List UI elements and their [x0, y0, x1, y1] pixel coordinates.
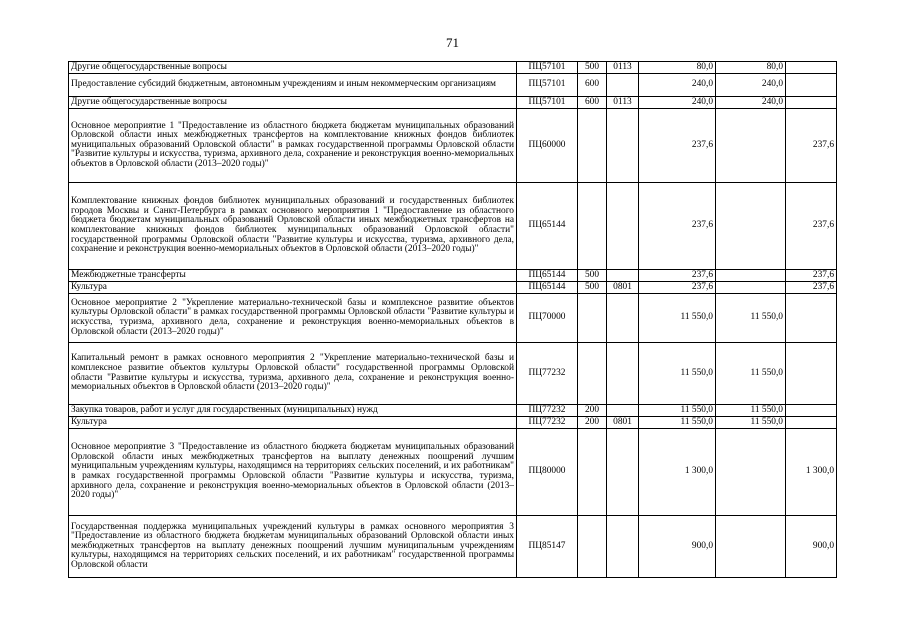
amount-column-2: 240,0: [716, 74, 786, 97]
expense-type: [578, 516, 607, 578]
section-code: [607, 516, 639, 578]
table-row: [69, 405, 837, 417]
row-name: Государственная поддержка муниципальных учреждений культуры в рамках основного мероприятия 3 "Предоставление из областного бюджета бюджетам муниципальных образований Орловской области иных межбюджетных трансфертов на выплату денежных поощрений лучшим муниципальным учреждениям культуры, находящимся на территориях сельских поселений, и их работникам" государственной программы Орловской области: [69, 516, 517, 578]
section-code: [607, 74, 639, 97]
amount: 237,6: [639, 183, 716, 270]
section-code: [607, 270, 639, 282]
row-name: Комплектование книжных фондов библиотек муниципальных образований и государственных библиотек городов Москвы и Санкт-Петербурга в рамках основного мероприятия 1 "Предоставление из областного бюджета бюджетам муниципальных образований Орловской области иных межбюджетных трансфертов на комплектование книжных фондов библиотек муниципальных образований Орловской области" государственной программы Орловской области "Развитие культуры и искусства, туризма, архивного дела, сохранение и реконструкция военно-мемориальных объектов в Орловской области (2013–2020 годы)": [69, 183, 517, 270]
row-name: Культура: [69, 417, 517, 429]
expense-type: [578, 429, 607, 516]
expense-type: 500: [578, 62, 607, 74]
section-code: [607, 343, 639, 405]
amount-column-2: [716, 429, 786, 516]
expense-type: [578, 109, 607, 183]
amount-column-3: 237,6: [786, 282, 837, 294]
amount-column-2: [716, 282, 786, 294]
page-number: 71: [446, 35, 459, 50]
amount-column-3: [786, 343, 837, 405]
expense-type: [578, 343, 607, 405]
table-row: [69, 294, 837, 343]
amount: 240,0: [639, 74, 716, 97]
amount: 1 300,0: [639, 429, 716, 516]
amount-column-2: 240,0: [716, 97, 786, 109]
table-row: [69, 74, 837, 97]
amount-column-2: [716, 109, 786, 183]
amount: 80,0: [639, 62, 716, 74]
amount-column-3: 237,6: [786, 270, 837, 282]
table-row: [69, 516, 837, 578]
budget-table: [68, 61, 837, 578]
amount-column-3: 237,6: [786, 109, 837, 183]
amount: 237,6: [639, 282, 716, 294]
expense-type: 500: [578, 270, 607, 282]
row-name: Другие общегосударственные вопросы: [69, 62, 517, 74]
section-code: 0113: [607, 97, 639, 109]
amount-column-3: 237,6: [786, 183, 837, 270]
table-row: [69, 97, 837, 109]
amount: 11 550,0: [639, 343, 716, 405]
table-row: [69, 417, 837, 429]
amount-column-3: [786, 405, 837, 417]
section-code: 0113: [607, 62, 639, 74]
row-name: Другие общегосударственные вопросы: [69, 97, 517, 109]
section-code: [607, 429, 639, 516]
section-code: [607, 294, 639, 343]
section-code: 0801: [607, 417, 639, 429]
row-name: Предоставление субсидий бюджетным, автономным учреждениям и иным некоммерческим организациям: [69, 74, 517, 97]
table-row: [69, 429, 837, 516]
amount-column-3: [786, 417, 837, 429]
table-row: [69, 62, 837, 74]
target-code: ПЦ70000: [517, 294, 578, 343]
target-code: ПЦ77232: [517, 405, 578, 417]
row-name: Культура: [69, 282, 517, 294]
expense-type: [578, 294, 607, 343]
amount: 11 550,0: [639, 417, 716, 429]
row-name: Закупка товаров, работ и услуг для государственных (муниципальных) нужд: [69, 405, 517, 417]
amount-column-3: [786, 97, 837, 109]
amount-column-2: [716, 270, 786, 282]
amount-column-3: [786, 294, 837, 343]
amount: 237,6: [639, 270, 716, 282]
target-code: ПЦ77232: [517, 417, 578, 429]
table-row: [69, 183, 837, 270]
amount-column-2: 11 550,0: [716, 417, 786, 429]
amount: 11 550,0: [639, 405, 716, 417]
row-name: Капитальный ремонт в рамках основного мероприятия 2 "Укрепление материально-технической базы и комплексное развитие объектов культуры Орловской области" государственной программы Орловской области "Развитие культуры и искусства, туризма, архивного дела, сохранение и реконструкция военно-мемориальных объектов в Орловской области (2013–2020 годы)": [69, 343, 517, 405]
target-code: ПЦ77232: [517, 343, 578, 405]
section-code: [607, 109, 639, 183]
expense-type: 600: [578, 97, 607, 109]
amount-column-2: [716, 516, 786, 578]
section-code: [607, 405, 639, 417]
row-name: Основное мероприятие 1 "Предоставление из областного бюджета бюджетам муниципальных образований Орловской области иных межбюджетных трансфертов на комплектование книжных фондов библиотек муниципальных образований Орловской области" в рамках государственной программы Орловской области "Развитие культуры и искусства, туризма, архивного дела, сохранение и реконструкция военно-мемориальных объектов в Орловской области (2013–2020 годы)": [69, 109, 517, 183]
row-name: Межбюджетные трансферты: [69, 270, 517, 282]
table-row: [69, 270, 837, 282]
amount: 11 550,0: [639, 294, 716, 343]
row-name: Основное мероприятие 3 "Предоставление из областного бюджета бюджетам муниципальных образований Орловской области иных межбюджетных трансфертов на выплату денежных поощрений лучшим муниципальным учреждениям культуры, находящимся на территориях сельских поселений, и их работникам" в рамках государственной программы Орловской области "Развитие культуры и искусства, туризма, архивного дела, сохранение и реконструкция военно-мемориальных объектов в Орловской области (2013–2020 годы)": [69, 429, 517, 516]
target-code: ПЦ57101: [517, 74, 578, 97]
target-code: ПЦ65144: [517, 282, 578, 294]
expense-type: 500: [578, 282, 607, 294]
target-code: ПЦ80000: [517, 429, 578, 516]
table-row: [69, 282, 837, 294]
amount-column-2: [716, 183, 786, 270]
amount: 240,0: [639, 97, 716, 109]
row-name: Основное мероприятие 2 "Укрепление материально-технической базы и комплексное развитие объектов культуры Орловской области" в рамках государственной программы Орловской области "Развитие культуры и искусства, туризма, архивного дела, сохранение и реконструкция военно-мемориальных объектов в Орловской области (2013–2020 годы)": [69, 294, 517, 343]
section-code: 0801: [607, 282, 639, 294]
amount-column-3: 900,0: [786, 516, 837, 578]
expense-type: 200: [578, 417, 607, 429]
amount: 900,0: [639, 516, 716, 578]
amount-column-2: 11 550,0: [716, 405, 786, 417]
amount-column-2: 80,0: [716, 62, 786, 74]
table-row: [69, 343, 837, 405]
target-code: ПЦ60000: [517, 109, 578, 183]
amount-column-2: 11 550,0: [716, 294, 786, 343]
expense-type: 600: [578, 74, 607, 97]
target-code: ПЦ57101: [517, 62, 578, 74]
amount-column-3: [786, 62, 837, 74]
target-code: ПЦ65144: [517, 270, 578, 282]
expense-type: 200: [578, 405, 607, 417]
target-code: ПЦ57101: [517, 97, 578, 109]
target-code: ПЦ65144: [517, 183, 578, 270]
target-code: ПЦ85147: [517, 516, 578, 578]
section-code: [607, 183, 639, 270]
amount-column-2: 11 550,0: [716, 343, 786, 405]
expense-type: [578, 183, 607, 270]
table-row: [69, 109, 837, 183]
amount-column-3: 1 300,0: [786, 429, 837, 516]
amount-column-3: [786, 74, 837, 97]
amount: 237,6: [639, 109, 716, 183]
